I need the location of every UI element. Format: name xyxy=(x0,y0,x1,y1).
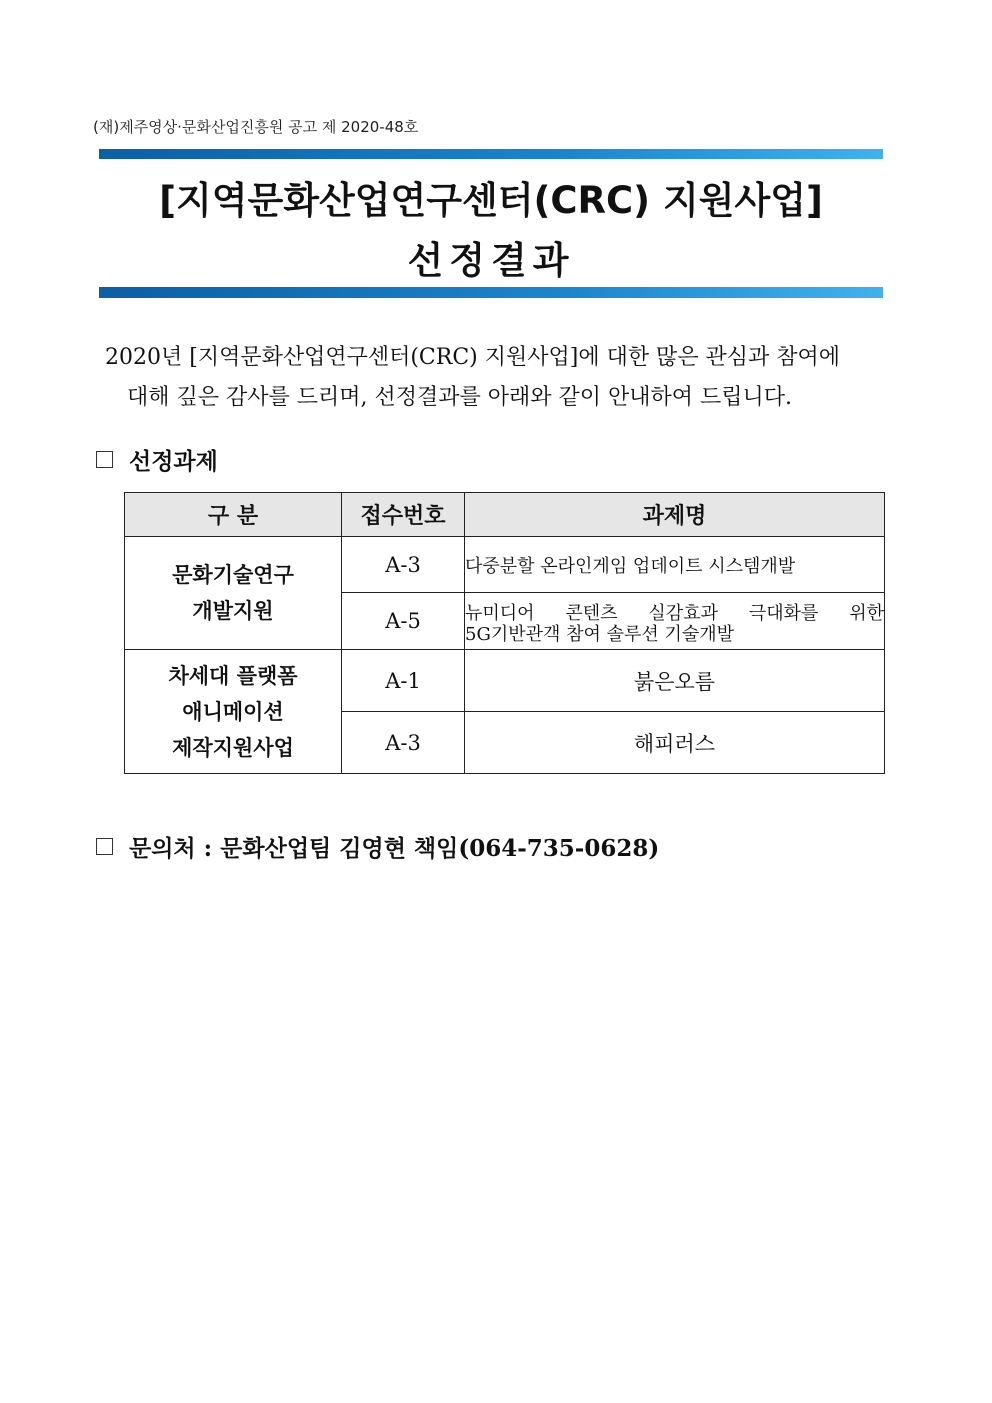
table-row xyxy=(125,537,885,593)
category-line: 제작지원사업 xyxy=(172,734,294,760)
project-title-line: 5G기반관객 참여 솔루션 기술개발 xyxy=(465,623,735,645)
section-contact xyxy=(96,830,659,863)
title-top-bar xyxy=(99,149,883,159)
intro-paragraph xyxy=(99,338,899,418)
header-receipt-number: 접수번호 xyxy=(342,493,465,537)
category-line: 문화기술연구 xyxy=(172,562,294,587)
header-project-title: 과제명 xyxy=(465,493,885,537)
section-selected-projects xyxy=(96,443,218,476)
project-title-line: 뉴미디어 콘텐츠 실감효과 극대화를 위한 xyxy=(465,602,884,624)
category-line: 개발지원 xyxy=(192,598,274,623)
intro-line-2: 대해 깊은 감사를 드리며, 선정결과를 아래와 같이 안내하여 드립니다. xyxy=(127,385,792,410)
checkbox-icon xyxy=(96,451,113,468)
contact-info: 문의처 : 문화산업팀 김영현 책임(064-735-0628) xyxy=(129,835,660,862)
receipt-number-cell: A-5 xyxy=(342,593,465,650)
category-cell xyxy=(125,650,342,774)
table-header-row xyxy=(125,493,885,537)
title-bottom-bar xyxy=(99,287,883,298)
receipt-number-cell: A-1 xyxy=(342,650,465,712)
page-subtitle: 선정결과 xyxy=(407,239,575,282)
receipt-number-cell: A-3 xyxy=(342,537,465,593)
project-title-cell xyxy=(465,593,885,650)
header-category: 구 분 xyxy=(125,493,342,537)
receipt-number-cell: A-3 xyxy=(342,712,465,774)
category-line: 차세대 플랫폼 xyxy=(168,662,298,688)
section-heading: 선정과제 xyxy=(129,448,218,475)
project-title-cell: 다중분할 온라인게임 업데이트 시스템개발 xyxy=(465,537,885,593)
intro-line-1: 2020년 [지역문화산업연구센터(CRC) 지원사업]에 대한 많은 관심과 참여에 xyxy=(105,345,841,370)
project-title-cell: 해피러스 xyxy=(465,712,885,774)
selection-table xyxy=(124,492,885,774)
project-title-cell: 붉은오름 xyxy=(465,650,885,712)
checkbox-icon xyxy=(96,838,113,855)
category-line: 애니메이션 xyxy=(182,698,284,724)
category-cell xyxy=(125,537,342,650)
page-title: [지역문화산업연구센터(CRC) 지원사업] xyxy=(159,179,823,222)
notice-number: (재)제주영상·문화산업진흥원 공고 제 2020-48호 xyxy=(93,118,419,136)
table-row xyxy=(125,650,885,712)
